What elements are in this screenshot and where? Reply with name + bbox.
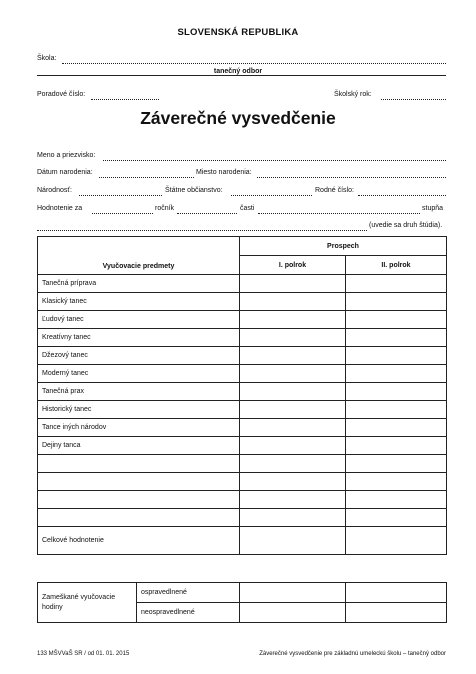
table-row — [38, 473, 447, 491]
term1-grade-cell[interactable] — [240, 509, 346, 527]
term2-grade-cell[interactable] — [346, 383, 447, 401]
table-row — [38, 275, 447, 293]
term1-grade-cell[interactable] — [240, 491, 346, 509]
term2-grade-cell[interactable] — [346, 473, 447, 491]
unexcused-term1-cell[interactable] — [240, 603, 346, 623]
table-row — [38, 491, 447, 509]
footer-form-description: Záverečné vysvedčenie pre základnú umeleckú školu – tanečný odbor — [259, 651, 446, 657]
citizenship-field[interactable] — [231, 195, 312, 196]
subjects-header: Vyučovacie predmety — [102, 263, 175, 270]
evaluation-part-field[interactable] — [177, 213, 237, 214]
subject-name: Dejiny tanca — [38, 437, 240, 455]
term2-grade-cell[interactable] — [346, 419, 447, 437]
study-type-note: (uvedie sa druh štúdia). — [369, 222, 443, 229]
table-row — [38, 419, 447, 437]
footer-form-code: 133 MŠVVaŠ SR / od 01. 01. 2015 — [37, 651, 130, 657]
subject-name-blank[interactable] — [38, 491, 240, 509]
subject-name: Tanečná príprava — [38, 275, 240, 293]
unexcused-label: neospravedlnené — [137, 603, 240, 623]
term2-overall-cell[interactable] — [346, 527, 447, 555]
school-field-second-line[interactable] — [37, 75, 446, 76]
school-year-field[interactable] — [381, 99, 446, 100]
school-year-label: Školský rok: — [334, 91, 372, 98]
prospech-header: Prospech — [240, 237, 447, 256]
term2-grade-cell[interactable] — [346, 509, 447, 527]
birth-number-field[interactable] — [358, 195, 446, 196]
term1-header: I. polrok — [240, 256, 346, 275]
term1-overall-cell[interactable] — [240, 527, 346, 555]
birth-place-label: Miesto narodenia: — [196, 169, 252, 176]
term2-grade-cell[interactable] — [346, 455, 447, 473]
birth-number-label: Rodné číslo: — [315, 187, 354, 194]
absence-hours-label: Zameškané vyučovacie hodiny — [38, 583, 137, 623]
term2-grade-cell[interactable] — [346, 293, 447, 311]
subject-name: Historický tanec — [38, 401, 240, 419]
school-field[interactable] — [62, 63, 446, 64]
term2-grade-cell[interactable] — [346, 329, 447, 347]
unexcused-term2-cell[interactable] — [346, 603, 447, 623]
table-row — [38, 455, 447, 473]
term1-grade-cell[interactable] — [240, 311, 346, 329]
school-type-label: tanečný odbor — [0, 68, 476, 75]
table-row — [38, 293, 447, 311]
evaluation-label: Hodnotenie za — [37, 205, 83, 212]
term1-grade-cell[interactable] — [240, 419, 346, 437]
subject-name-blank[interactable] — [38, 473, 240, 491]
table-row — [38, 365, 447, 383]
serial-number-label: Poradové číslo: — [37, 91, 86, 98]
subject-name-blank[interactable] — [38, 509, 240, 527]
subject-name: Tance iných národov — [38, 419, 240, 437]
term1-grade-cell[interactable] — [240, 401, 346, 419]
serial-number-field[interactable] — [91, 99, 159, 100]
table-row — [38, 401, 447, 419]
term1-grade-cell[interactable] — [240, 275, 346, 293]
absence-table — [37, 582, 447, 623]
term1-grade-cell[interactable] — [240, 347, 346, 365]
evaluation-grade-field[interactable] — [92, 213, 153, 214]
nationality-label: Národnosť: — [37, 187, 72, 194]
table-row — [38, 347, 447, 365]
table-row — [38, 383, 447, 401]
table-row-overall — [38, 527, 447, 555]
term2-grade-cell[interactable] — [346, 347, 447, 365]
level-label: stupňa — [422, 205, 444, 212]
name-field[interactable] — [103, 160, 446, 161]
subject-name: Moderný tanec — [38, 365, 240, 383]
term2-grade-cell[interactable] — [346, 275, 447, 293]
term2-grade-cell[interactable] — [346, 311, 447, 329]
term2-header: II. polrok — [346, 256, 447, 275]
country-title: SLOVENSKÁ REPUBLIKA — [177, 27, 299, 38]
table-row — [38, 329, 447, 347]
school-label: Škola: — [37, 55, 57, 62]
birth-date-field[interactable] — [99, 177, 194, 178]
term1-grade-cell[interactable] — [240, 455, 346, 473]
birth-date-label: Dátum narodenia: — [37, 169, 93, 176]
citizenship-label: Štátne občianstvo: — [165, 187, 223, 194]
table-row — [38, 311, 447, 329]
term1-grade-cell[interactable] — [240, 329, 346, 347]
nationality-field[interactable] — [79, 195, 162, 196]
term2-grade-cell[interactable] — [346, 365, 447, 383]
name-label: Meno a priezvisko: — [37, 152, 96, 159]
term2-grade-cell[interactable] — [346, 491, 447, 509]
subjects-header-cell — [38, 237, 240, 275]
term2-grade-cell[interactable] — [346, 437, 447, 455]
excused-term1-cell[interactable] — [240, 583, 346, 603]
subject-name: Ľudový tanec — [38, 311, 240, 329]
evaluation-level-field[interactable] — [258, 213, 420, 214]
grades-table — [37, 236, 447, 555]
grade-label: ročník — [155, 205, 175, 212]
part-label: časti — [240, 205, 255, 212]
study-type-field[interactable] — [37, 230, 367, 231]
excused-term2-cell[interactable] — [346, 583, 447, 603]
term2-grade-cell[interactable] — [346, 401, 447, 419]
birth-place-field[interactable] — [257, 177, 446, 178]
term1-grade-cell[interactable] — [240, 293, 346, 311]
subject-name: Džezový tanec — [38, 347, 240, 365]
term1-grade-cell[interactable] — [240, 365, 346, 383]
subject-name: Tanečná prax — [38, 383, 240, 401]
excused-label: ospravedlnené — [137, 583, 240, 603]
table-row — [38, 509, 447, 527]
subject-name-blank[interactable] — [38, 455, 240, 473]
term1-grade-cell[interactable] — [240, 437, 346, 455]
subject-name: Kreatívny tanec — [38, 329, 240, 347]
table-row — [38, 437, 447, 455]
term1-grade-cell[interactable] — [240, 473, 346, 491]
subject-name: Klasický tanec — [38, 293, 240, 311]
overall-evaluation-label: Celkové hodnotenie — [38, 527, 240, 555]
document-title: Záverečné vysvedčenie — [140, 108, 336, 128]
term1-grade-cell[interactable] — [240, 383, 346, 401]
